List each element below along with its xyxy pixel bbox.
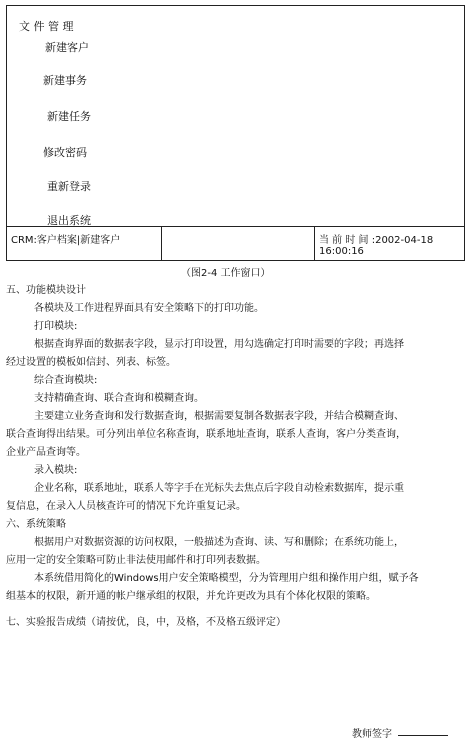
section-6-heading: 六、系统策略 xyxy=(6,519,66,530)
menu-item-new-customer[interactable]: 新建客户 xyxy=(45,41,89,54)
menu-item-change-password[interactable]: 修改密码 xyxy=(43,146,87,159)
status-current-time-label: 当 前 时 间 :2002-04-18 xyxy=(319,235,434,246)
policy-text: 本系统借用简化的Windows用户安全策略模型，分为管理用户组和操作用户组，赋予各 xyxy=(34,573,419,584)
section-5-intro: 各模块及工作进程界面具有安全策略下的打印功能。 xyxy=(34,303,264,314)
teacher-signature-label: 教师签字 xyxy=(352,729,392,740)
status-bar-divider xyxy=(7,226,464,227)
print-module-text: 经过设置的模板如信封、列表、标签。 xyxy=(6,357,176,368)
entry-module-text: 企业名称，联系地址，联系人等字手在光标失去焦点后字段自动检索数据库，提示重 xyxy=(34,483,404,494)
signature-line xyxy=(398,735,448,736)
menu-item-new-task[interactable]: 新建任务 xyxy=(47,110,91,123)
query-module-text: 企业产品查询等。 xyxy=(6,447,86,458)
print-module-heading: 打印模块: xyxy=(34,321,78,332)
policy-text: 根据用户对数据资源的访问权限，一般描述为查询、读、写和删除；在系统功能上， xyxy=(34,537,404,548)
query-module-text: 联合查询得出结果。可分列出单位名称查询，联系地址查询，联系人查询，客户分类查询， xyxy=(6,429,406,440)
menu-item-exit[interactable]: 退出系统 xyxy=(47,214,91,227)
query-module-heading: 综合查询模块: xyxy=(34,375,98,386)
section-7-heading: 七、实验报告成绩（请按优，良，中，及格，不及格五级评定） xyxy=(6,617,286,628)
print-module-text: 根据查询界面的数据表字段，显示打印设置，用勾选确定打印时需要的字段；再选择 xyxy=(34,339,404,350)
section-5-heading: 五、功能模块设计 xyxy=(6,285,86,296)
menu-title: 文 件 管 理 xyxy=(19,20,74,33)
menu-item-new-affair[interactable]: 新建事务 xyxy=(43,74,87,87)
policy-text: 组基本的权限，新开通的帐户继承组的权限，并允许更改为具有个体化权限的策略。 xyxy=(6,591,376,602)
entry-module-heading: 录入模块: xyxy=(34,465,78,476)
status-bar-separator xyxy=(161,226,162,260)
figure-caption: （图2-4 工作窗口） xyxy=(181,268,271,279)
status-module-path: CRM:客户档案|新建客户 xyxy=(11,235,121,246)
query-module-text: 支持精确查询、联合查询和模糊查询。 xyxy=(34,393,204,404)
query-module-text: 主要建立业务查询和发行数据查询，根据需要复制各数据表字段，并结合模糊查询、 xyxy=(34,411,404,422)
status-bar-separator xyxy=(314,226,315,260)
menu-item-relogin[interactable]: 重新登录 xyxy=(47,180,91,193)
entry-module-text: 复信息，在录入人员核查许可的情况下允许重复记录。 xyxy=(6,501,246,512)
work-window-frame xyxy=(6,5,465,261)
policy-text: 应用一定的安全策略可防止非法使用邮件和打印列表数据。 xyxy=(6,555,266,566)
status-current-time-value: 16:00:16 xyxy=(319,246,364,257)
